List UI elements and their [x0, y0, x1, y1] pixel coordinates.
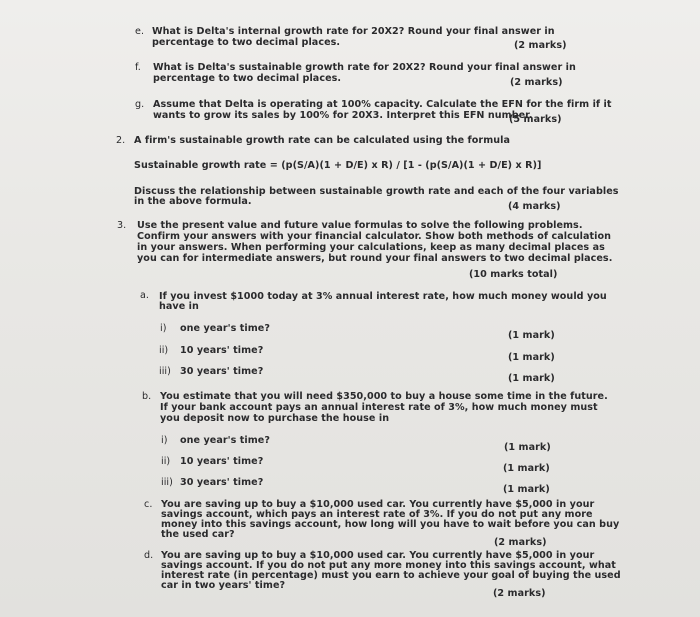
marks-label: (2 marks)	[494, 537, 547, 548]
sub-item-text: one year's time?	[180, 435, 270, 446]
question-label: g.	[135, 99, 145, 110]
marks-label: (4 marks)	[508, 201, 561, 212]
question-number: 3.	[117, 220, 127, 231]
sub-item-text: one year's time?	[180, 323, 270, 334]
question-text: wants to grow its sales by 100% for 20X3. Interpret this EFN number.	[153, 110, 533, 121]
question-text: You are saving up to buy a $10,000 used car. You currently have $5,000 in your	[161, 550, 595, 561]
question-text: If your bank account pays an annual interest rate of 3%, how much money must	[160, 402, 598, 413]
question-text: Assume that Delta is operating at 100% capacity. Calculate the EFN for the firm if it	[153, 99, 612, 110]
question-number: 2.	[116, 135, 126, 146]
question-text: You estimate that you will need $350,000 to buy a house some time in the future.	[160, 391, 608, 402]
marks-label: (2 marks)	[510, 77, 563, 88]
marks-label: (1 mark)	[504, 442, 551, 453]
marks-label: (2 marks)	[514, 40, 567, 51]
question-label: c.	[144, 499, 153, 510]
question-text: Discuss the relationship between sustainable growth rate and each of the four variables	[134, 186, 619, 197]
question-text: car in two years' time?	[161, 580, 286, 591]
formula: Sustainable growth rate = (p(S/A)(1 + D/E) x R) / [1 - (p(S/A)(1 + D/E) x R)]	[134, 160, 542, 171]
marks-label: (1 mark)	[503, 484, 550, 495]
question-text: in your answers. When performing your calculations, keep as many decimal places as	[137, 242, 605, 253]
marks-label: (1 mark)	[508, 352, 555, 363]
marks-label: (2 marks)	[493, 588, 546, 599]
question-label: a.	[140, 290, 150, 301]
question-text: savings account. If you do not put any more money into this savings account, what	[161, 560, 616, 571]
question-text: in the above formula.	[134, 196, 252, 207]
sub-item-text: 30 years' time?	[180, 477, 264, 488]
question-text: money into this savings account, how long will you have to wait before you can buy	[161, 519, 620, 530]
question-text: you can for intermediate answers, but round your final answers to two decimal places.	[137, 253, 613, 264]
question-text: have in	[159, 301, 199, 312]
marks-label: (1 mark)	[503, 463, 550, 474]
sub-item-text: 30 years' time?	[180, 366, 264, 377]
question-text: Use the present value and future value formulas to solve the following problems.	[137, 220, 583, 231]
question-text: interest rate (in percentage) must you earn to achieve your goal of buying the used	[161, 570, 621, 581]
sub-item-number: ii)	[159, 345, 169, 356]
sub-item-text: 10 years' time?	[180, 456, 264, 467]
question-text: You are saving up to buy a $10,000 used car. You currently have $5,000 in your	[161, 499, 595, 510]
question-text: savings account, which pays an interest rate of 3%. If you do not put any more	[161, 509, 593, 520]
question-label: b.	[142, 391, 152, 402]
question-text: percentage to two decimal places.	[153, 73, 342, 84]
question-label: e.	[135, 26, 145, 37]
question-text: Confirm your answers with your financial calculator. Show both methods of calculation	[137, 231, 612, 242]
question-text: the used car?	[161, 529, 235, 540]
question-text: What is Delta's internal growth rate for 20X2? Round your final answer in	[152, 26, 555, 37]
sub-item-text: 10 years' time?	[180, 345, 264, 356]
marks-label: (5 marks)	[509, 114, 562, 125]
marks-label: (1 mark)	[508, 373, 555, 384]
sub-item-number: i)	[160, 323, 167, 334]
sub-item-number: i)	[161, 435, 168, 446]
sub-item-number: iii)	[161, 477, 173, 488]
question-label: d.	[144, 550, 154, 561]
question-text: A firm's sustainable growth rate can be calculated using the formula	[134, 135, 510, 146]
marks-total-label: (10 marks total)	[469, 269, 558, 280]
question-label: f.	[135, 62, 141, 73]
question-text: If you invest $1000 today at 3% annual interest rate, how much money would you	[159, 291, 607, 302]
question-text: you deposit now to purchase the house in	[160, 413, 390, 424]
sub-item-number: ii)	[161, 456, 171, 467]
sub-item-number: iii)	[159, 366, 171, 377]
marks-label: (1 mark)	[508, 330, 555, 341]
question-text: What is Delta's sustainable growth rate for 20X2? Round your final answer in	[153, 62, 576, 73]
question-text: percentage to two decimal places.	[152, 37, 341, 48]
